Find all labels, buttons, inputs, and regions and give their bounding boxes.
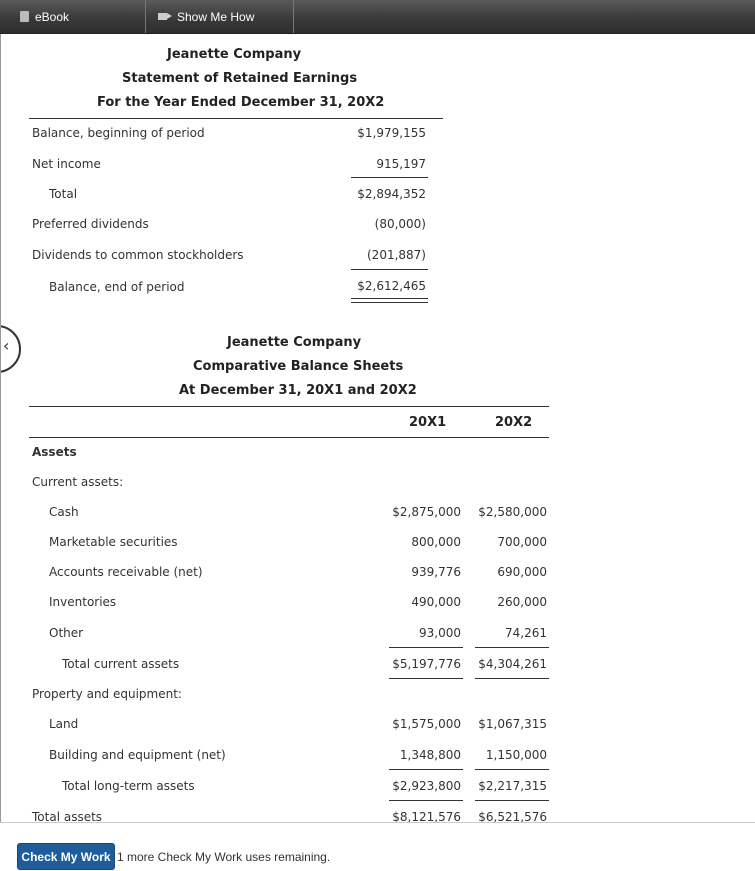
problem-content xyxy=(0,34,755,822)
bs-row-value-20x2: 260,000 xyxy=(497,595,547,609)
show-me-how-button[interactable] xyxy=(146,0,294,33)
re-row-label: Total xyxy=(49,187,78,201)
bs-col-20x2: 20X2 xyxy=(495,415,533,430)
bs-subtotal-rule xyxy=(475,647,549,648)
bs-subtotal-rule xyxy=(389,647,463,648)
re-total-double-rule xyxy=(351,298,428,303)
re-row-value: 915,197 xyxy=(376,157,426,171)
bs-current-assets-heading: Current assets: xyxy=(32,475,124,489)
bs-subtotal-rule xyxy=(475,800,549,801)
bs-row-value-20x2: $6,521,576 xyxy=(478,810,547,822)
bs-row-label: Inventories xyxy=(49,595,117,609)
re-row-value: (201,887) xyxy=(367,248,426,262)
bs-row-label: Building and equipment (net) xyxy=(49,748,226,762)
re-row-label: Balance, end of period xyxy=(49,280,185,294)
bs-row-label: Total current assets xyxy=(62,657,180,671)
ebook-button[interactable] xyxy=(0,0,146,33)
bs-row-value-20x2: $4,304,261 xyxy=(478,657,547,671)
bs-company: Jeanette Company xyxy=(227,335,362,350)
re-subtotal-rule xyxy=(351,269,428,270)
bs-period: At December 31, 20X1 and 20X2 xyxy=(179,383,417,398)
bs-row-label: Cash xyxy=(49,505,79,519)
re-row-label: Dividends to common stockholders xyxy=(32,248,244,262)
re-subtotal-rule xyxy=(351,177,428,178)
previous-nav-button[interactable] xyxy=(0,325,21,373)
re-row-value: $2,894,352 xyxy=(357,187,426,201)
bs-row-value-20x1: $2,923,800 xyxy=(392,779,461,793)
bs-row-value-20x2: 690,000 xyxy=(497,565,547,579)
bs-row-label: Land xyxy=(49,717,79,731)
video-icon xyxy=(158,13,167,20)
check-my-work-button[interactable]: Check My Work xyxy=(17,843,115,870)
bs-subtotal-rule xyxy=(475,769,549,770)
re-row-label: Net income xyxy=(32,157,101,171)
re-company: Jeanette Company xyxy=(167,47,302,62)
re-period: For the Year Ended December 31, 20X2 xyxy=(97,95,385,110)
bs-row-value-20x1: 490,000 xyxy=(411,595,461,609)
show-me-how-label: Show Me How xyxy=(177,9,255,24)
re-title: Statement of Retained Earnings xyxy=(122,71,358,86)
remaining-attempts-text: 1 more Check My Work uses remaining. xyxy=(117,850,331,864)
bs-row-label: Total long-term assets xyxy=(62,779,195,793)
bs-row-value-20x2: 74,261 xyxy=(505,626,547,640)
top-toolbar xyxy=(0,0,755,34)
re-row-value: $1,979,155 xyxy=(357,126,426,140)
bs-row-label: Other xyxy=(49,626,84,640)
bs-row-value-20x2: $2,580,000 xyxy=(478,505,547,519)
bs-row-value-20x2: $1,067,315 xyxy=(478,717,547,731)
bs-colheader-rule xyxy=(29,437,549,438)
re-row-value: (80,000) xyxy=(374,217,426,231)
chevron-left-icon: ‹ xyxy=(3,336,10,355)
re-header-rule xyxy=(29,118,443,119)
bs-row-value-20x1: 939,776 xyxy=(411,565,461,579)
ebook-label: eBook xyxy=(35,9,70,24)
bs-row-label: Accounts receivable (net) xyxy=(49,565,203,579)
bs-subtotal-rule xyxy=(389,769,463,770)
re-row-label: Preferred dividends xyxy=(32,217,149,231)
bs-subtotal-rule xyxy=(389,800,463,801)
bs-row-value-20x1: $5,197,776 xyxy=(392,657,461,671)
bs-row-value-20x1: 800,000 xyxy=(411,535,461,549)
bs-row-value-20x1: $1,575,000 xyxy=(392,717,461,731)
bs-col-20x1: 20X1 xyxy=(409,415,447,430)
bs-row-value-20x1: 1,348,800 xyxy=(399,748,461,762)
re-row-label: Balance, beginning of period xyxy=(32,126,205,140)
bs-row-label: Marketable securities xyxy=(49,535,178,549)
bs-row-value-20x2: $2,217,315 xyxy=(478,779,547,793)
bs-row-label: Total assets xyxy=(32,810,103,822)
re-row-value: $2,612,465 xyxy=(357,279,426,293)
bs-row-value-20x1: $2,875,000 xyxy=(392,505,461,519)
bs-assets-heading: Assets xyxy=(32,445,77,459)
bs-subtotal-rule xyxy=(389,678,463,679)
bs-subtotal-rule xyxy=(475,678,549,679)
bs-row-value-20x1: 93,000 xyxy=(419,626,461,640)
bs-row-value-20x2: 1,150,000 xyxy=(485,748,547,762)
bs-row-value-20x2: 700,000 xyxy=(497,535,547,549)
bs-title: Comparative Balance Sheets xyxy=(193,359,404,374)
book-icon xyxy=(20,11,29,22)
bottom-bar xyxy=(0,822,755,871)
bs-row-value-20x1: $8,121,576 xyxy=(392,810,461,822)
bs-property-heading: Property and equipment: xyxy=(32,687,182,701)
bs-header-rule xyxy=(29,406,549,407)
